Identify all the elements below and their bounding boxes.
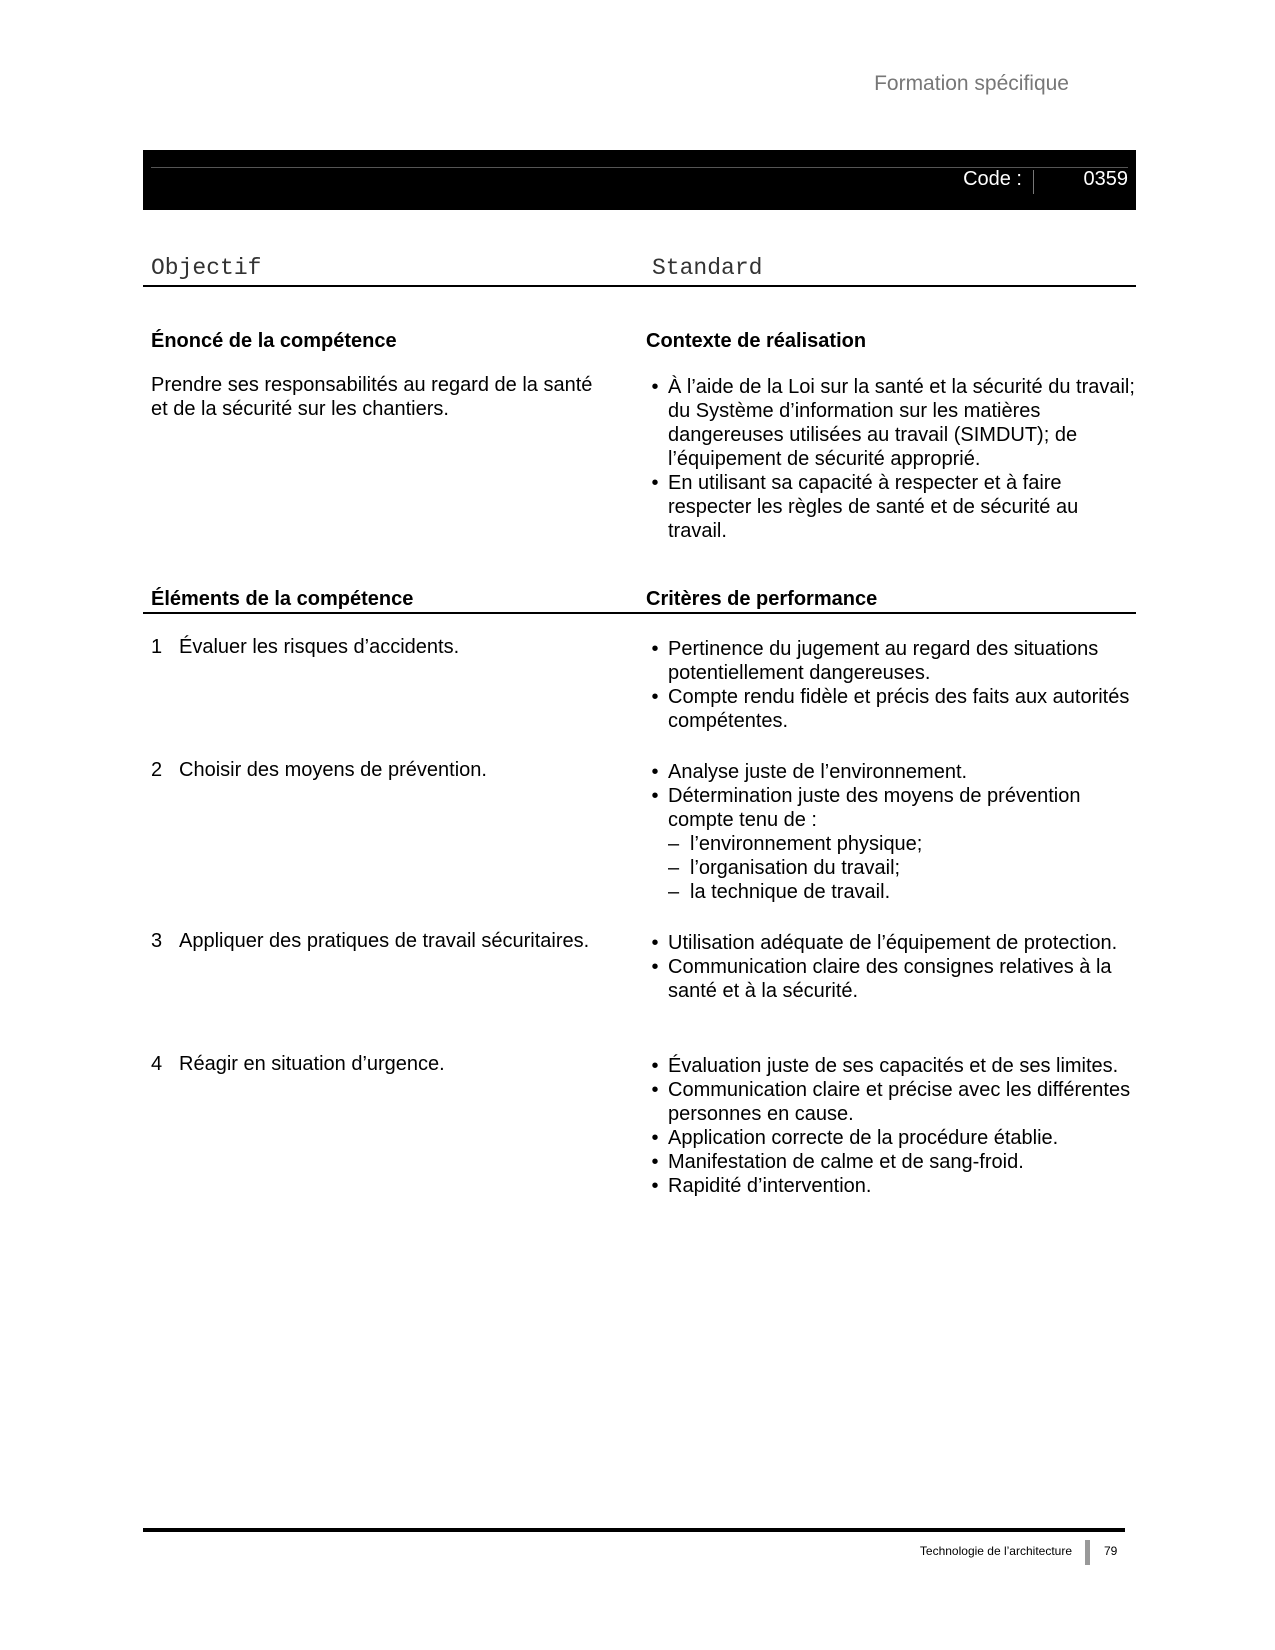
- dash-icon: –: [668, 881, 680, 903]
- element-number: 4: [151, 1053, 163, 1075]
- criteria-list: [646, 1054, 1136, 1198]
- dash-icon: –: [668, 833, 680, 855]
- criteria-item: [646, 931, 1136, 955]
- criteria-item: [646, 637, 1136, 685]
- element-row: [151, 1052, 445, 1076]
- bullet-icon: •: [651, 638, 659, 660]
- element-row: [151, 758, 487, 782]
- criteria-item-text: Communication claire des consignes relatives à la santé et à la sécurité.: [668, 956, 1112, 1002]
- bullet-icon: •: [651, 1151, 659, 1173]
- criteria-list: [646, 637, 1136, 733]
- bullet-icon: •: [651, 376, 659, 398]
- criteria-item-text: Détermination juste des moyens de prévention compte tenu de :: [668, 785, 1081, 831]
- contexte-item: [646, 375, 1138, 471]
- bullet-icon: •: [651, 472, 659, 494]
- criteria-item-text: Compte rendu fidèle et précis des faits aux autorités compétentes.: [668, 686, 1130, 732]
- element-number: 1: [151, 636, 163, 658]
- section-rule: [143, 612, 1136, 614]
- element-text: Choisir des moyens de prévention.: [179, 759, 487, 781]
- criteria-item: [646, 1126, 1136, 1150]
- criteria-item: [646, 1054, 1136, 1078]
- criteria-item: [646, 1078, 1136, 1126]
- code-value: 0359: [1083, 168, 1128, 190]
- criteria-item: [646, 784, 1136, 904]
- footer-title: Technologie de l’architecture: [919, 1544, 1072, 1558]
- sub-item-text: la technique de travail.: [690, 881, 891, 903]
- elements-heading: Éléments de la compétence: [151, 588, 414, 610]
- criteria-list: [646, 931, 1136, 1003]
- code-bar: [143, 150, 1136, 210]
- bullet-icon: •: [651, 761, 659, 783]
- bullet-icon: •: [651, 932, 659, 954]
- enonce-heading: Énoncé de la compétence: [151, 330, 397, 352]
- dash-icon: –: [668, 857, 680, 879]
- bullet-icon: •: [651, 1079, 659, 1101]
- code-label: Code :: [963, 168, 1022, 190]
- bullet-icon: •: [651, 686, 659, 708]
- enonce-text-line: Prendre ses responsabilités au regard de la santé: [151, 374, 593, 396]
- bullet-icon: •: [651, 1055, 659, 1077]
- sub-item-text: l’organisation du travail;: [690, 857, 901, 879]
- contexte-item-text: En utilisant sa capacité à respecter et à faire respecter les règles de santé et de sécurité au travail.: [668, 472, 1079, 542]
- criteria-item: [646, 1174, 1136, 1198]
- contexte-list: [646, 375, 1138, 543]
- heading-rule: [143, 285, 1136, 287]
- bullet-icon: •: [651, 1175, 659, 1197]
- sub-item: [668, 856, 1136, 880]
- bullet-icon: •: [651, 956, 659, 978]
- criteria-item-text: Utilisation adéquate de l’équipement de protection.: [668, 932, 1118, 954]
- criteria-item-text: Analyse juste de l’environnement.: [668, 761, 968, 783]
- criteria-item-text: Communication claire et précise avec les différentes personnes en cause.: [668, 1079, 1131, 1125]
- section-title: Formation spécifique: [874, 72, 1069, 95]
- criteria-item: [646, 955, 1136, 1003]
- sub-list: [668, 832, 1136, 904]
- element-number: 2: [151, 759, 163, 781]
- page-number: 79: [1104, 1544, 1118, 1558]
- column-heading-objectif: Objectif: [151, 255, 262, 281]
- criteria-item-text: Application correcte de la procédure établie.: [668, 1127, 1059, 1149]
- contexte-heading: Contexte de réalisation: [646, 330, 867, 352]
- footer-rule: [143, 1528, 1125, 1532]
- bullet-icon: •: [651, 1127, 659, 1149]
- element-number: 3: [151, 930, 163, 952]
- criteria-item-text: Rapidité d’intervention.: [668, 1175, 872, 1197]
- enonce-text: [151, 373, 631, 421]
- contexte-item-text: À l’aide de la Loi sur la santé et la sécurité du travail; du Système d’information sur les matières dangereuses utilisées au travail (SIMDUT); de l’équipement de sécurité approprié.: [668, 376, 1135, 470]
- criteria-item-text: Évaluation juste de ses capacités et de ses limites.: [668, 1055, 1119, 1077]
- sub-item-text: l’environnement physique;: [690, 833, 923, 855]
- footer-separator: [1085, 1540, 1090, 1565]
- element-text: Appliquer des pratiques de travail sécuritaires.: [179, 930, 590, 952]
- criteria-item-text: Pertinence du jugement au regard des situations potentiellement dangereuses.: [668, 638, 1099, 684]
- element-text: Évaluer les risques d’accidents.: [179, 636, 460, 658]
- enonce-text-line: et de la sécurité sur les chantiers.: [151, 398, 449, 420]
- bullet-icon: •: [651, 785, 659, 807]
- criteria-item: [646, 760, 1136, 784]
- criteria-list: [646, 760, 1136, 904]
- column-heading-standard: Standard: [652, 255, 763, 281]
- criteria-item: [646, 685, 1136, 733]
- sub-item: [668, 832, 1136, 856]
- criteria-item-text: Manifestation de calme et de sang-froid.: [668, 1151, 1024, 1173]
- code-separator: [1033, 170, 1034, 194]
- criteria-item: [646, 1150, 1136, 1174]
- element-text: Réagir en situation d’urgence.: [179, 1053, 445, 1075]
- element-row: [151, 929, 589, 953]
- element-row: [151, 635, 459, 659]
- criteres-heading: Critères de performance: [646, 588, 878, 610]
- sub-item: [668, 880, 1136, 904]
- contexte-item: [646, 471, 1138, 543]
